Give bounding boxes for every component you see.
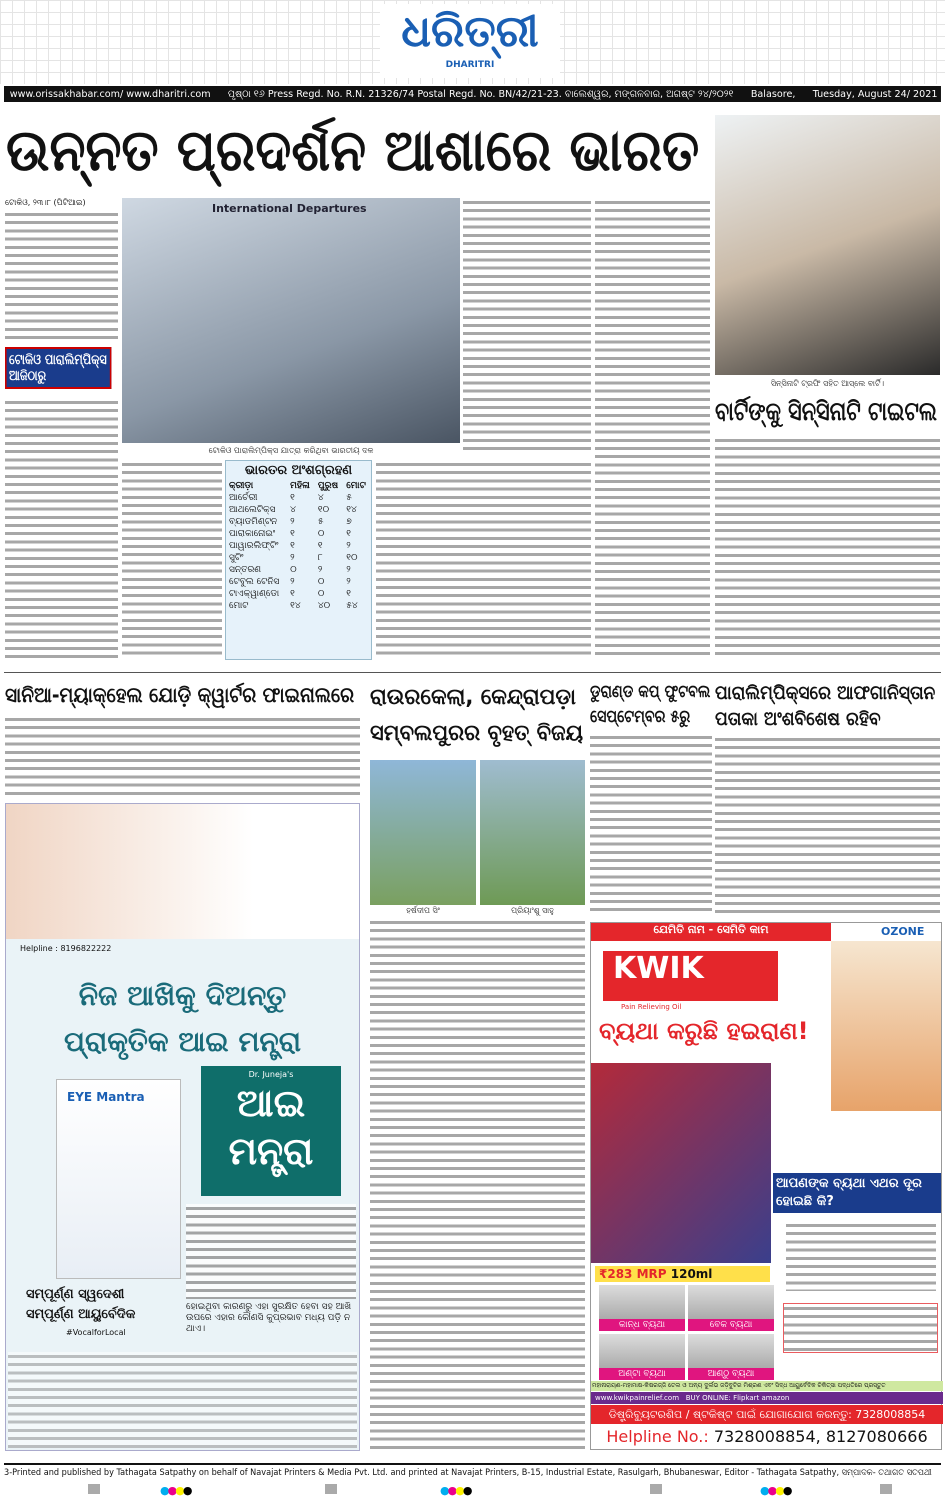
table-cell: ୧୦ xyxy=(317,505,330,515)
table-cell: ମୋଟ xyxy=(229,601,249,611)
pain-label: ଅଣ୍ଟା ବ୍ୟଥା xyxy=(599,1368,685,1380)
pain-tile xyxy=(599,1334,685,1380)
table-cell: ୫୪ xyxy=(346,601,358,611)
afghan-body xyxy=(715,735,940,915)
table-cell: ୨ xyxy=(290,553,295,563)
imprint: 3-Printed and published by Tathagata Satpathy on behalf of Navajat Printers & Media Pvt. Ltd. and printed at Navajat Printers, B-15, Industrial Estate, Rasulgarh, Bhubaneswar, Editor - Tathagata Satpathy, ସମ୍ପାଦକ- ତଥାଗତ ସତପଥୀ xyxy=(4,1468,932,1478)
product-image xyxy=(591,1063,771,1263)
pain-label: କାନ୍ଧ ବ୍ୟଥା xyxy=(599,1319,685,1331)
table-cell: ୨ xyxy=(317,565,323,575)
table-cell: ୦ xyxy=(317,529,325,539)
table-cell: ୦ xyxy=(290,565,297,575)
table-row xyxy=(226,564,371,576)
table-cell: ସନ୍ତରଣ xyxy=(229,565,262,575)
player-photo xyxy=(370,760,476,905)
table xyxy=(226,480,371,612)
barty-photo xyxy=(715,115,940,375)
table-cell: ୦ xyxy=(317,577,325,587)
table-cell: ୦ xyxy=(317,589,325,599)
online-bar: www.kwikpainrelief.com BUY ONLINE: Flipkart amazon xyxy=(591,1392,943,1404)
photo-caption: ଟୋକିଓ ପାରାଲିମ୍ପିକ୍ସ ଯାତ୍ରା କରିଥିବା ଭାରତୀୟ ଦଳ xyxy=(208,446,374,455)
barty-caption: ସିନ୍ସିନାଟି ଟ୍ରଫି ସହିତ ଆସ୍ଲେ ବାର୍ଟି। xyxy=(770,379,885,388)
lead-body xyxy=(376,460,591,660)
kwik-website-link[interactable]: www.kwikpainrelief.com xyxy=(595,1394,680,1402)
table-row xyxy=(226,540,371,552)
afghan-headline: ପାରାଲିମ୍ପିକ୍ସରେ ଆଫଗାନିସ୍ତାନ ପତାକା ଅଂଶବିଶେଷ ରହିବ xyxy=(715,682,936,730)
pain-label: ବେକ ବ୍ୟଥା xyxy=(688,1319,774,1331)
table-row xyxy=(226,504,371,516)
sania-body xyxy=(5,715,360,795)
model-photo xyxy=(831,941,941,1111)
team-photo: International Departures xyxy=(122,198,460,443)
distributor-list xyxy=(8,1352,357,1448)
table-cell: ୮ xyxy=(317,553,323,563)
table-cell: ଆର୍ଚେରୀ xyxy=(229,493,258,503)
info-bar xyxy=(4,86,941,102)
table-cell: ୧୦ xyxy=(346,553,358,563)
table-cell: ୧ xyxy=(290,541,295,551)
website: www.orissakhabar.com/ www.dharitri.com xyxy=(9,88,211,100)
table-cell: ୨ xyxy=(346,541,351,551)
lead-body xyxy=(595,198,710,660)
lead-body xyxy=(122,460,222,660)
table-cell: ୪ xyxy=(290,505,296,515)
player-caption: ପ୍ରିୟାଂଶୁ ସାହୁ xyxy=(511,906,554,915)
table-cell: ବ୍ୟାଡମିଣ୍ଟନ xyxy=(229,517,278,527)
table-cell: ୪ xyxy=(317,493,324,503)
divider xyxy=(4,672,941,673)
pain-label: ଆଣ୍ଠୁ ବ୍ୟଥା xyxy=(688,1368,774,1380)
city: Balasore, xyxy=(750,88,796,100)
table-cell: ୧ xyxy=(317,541,323,551)
registration-marks: ●●●● ●●●● ●●●● xyxy=(0,1484,945,1496)
lead-body xyxy=(5,210,118,343)
table-row xyxy=(226,576,371,588)
table-cell: ୧ xyxy=(290,493,295,503)
pain-tile xyxy=(599,1285,685,1331)
table-cell: ୧ xyxy=(290,529,295,539)
table-cell: ୧୪ xyxy=(290,601,301,611)
price-tag: ₹283 MRP 120ml xyxy=(595,1266,770,1282)
durand-body xyxy=(590,733,712,915)
table-cell: ପାରାକାନୋଇଂ xyxy=(229,529,276,539)
table-cell: ୨ xyxy=(346,565,351,575)
table-header: ପୁରୁଷ xyxy=(317,481,339,491)
ad-body xyxy=(786,1221,936,1291)
player-caption: ହର୍ଷଦୀପ ସିଂ xyxy=(406,906,440,915)
kwik-ad: ଯେମିତି ନାମ - ସେମିତି କାମ OZONE KWIK Pain Relieving Oil ବ୍ୟଥା କରୁଛି ହଇରାଣ! ₹283 MRP 120ml ଆପଣଙ୍କ ବ୍ୟଥା ଏଥର ଦୂର ହୋଇଛି କି? କାନ୍ଧ ବ୍ୟଥା ବେକ ବ୍ୟଥା ଅଣ୍ଟା ବ୍ୟଥା ଆଣ୍ଠୁ ବ୍ୟଥା ମହାନାରାୟଣ-ମହାମାଷ-କିଷରଜ୍ଜି ତେଲ ଓ ଅନ୍ୟ ଦୁର୍ଲଭ ଜଡ଼ିବୁଟିର ମିଶ୍ରଣ ଏବଂ ସିଦ୍ଧ ଆୟୁର୍ବେଦିକ ଚିକିତ୍ସା ପଦ୍ଧତିରେ ପ୍ରସ୍ତୁତ www.kwikpainrelief.com BUY ONLINE: Flipkart amazon ଡିଷ୍ଟ୍ରିବ୍ୟୁଟରଶିପ / ଷ୍ଟକିଷ୍ଟ ପାଇଁ ଯୋଗାଯୋଗ କରନ୍ତୁ: 7328008854 Helpline No.: 7328008854, 8127080666 xyxy=(590,922,942,1450)
sania-headline: ସାନିଆ-ମ୍ୟାକ୍‌ହେଲ ଯୋଡ଼ି କ୍ୱାର୍ଟର ଫାଇନାଲରେ xyxy=(5,683,355,707)
lead-headline: ଉନ୍ନତ ପ୍ରଦର୍ଶନ ଆଶାରେ ଭାରତ xyxy=(6,116,700,184)
table-cell: ୧୪ xyxy=(346,505,357,515)
table-cell: ଟେବୁଲ ଟେନିସ xyxy=(229,577,280,587)
table-row xyxy=(226,492,371,504)
table-cell: ୭ xyxy=(346,517,352,527)
table-cell: ୫ xyxy=(317,517,324,527)
table-row xyxy=(226,588,371,600)
barty-body xyxy=(715,436,940,660)
lead-body xyxy=(5,398,118,660)
table-cell: ୫ xyxy=(346,493,352,503)
table-row xyxy=(226,552,371,564)
masthead xyxy=(0,0,945,84)
table-cell: ୧ xyxy=(346,589,351,599)
logo: ଧରିତ୍ରୀ DHARITRI xyxy=(380,4,560,78)
lead-body xyxy=(463,198,591,453)
table-cell: ସୁଟିଂ xyxy=(229,553,244,563)
eye-image xyxy=(6,804,359,939)
table-cell: ୨ xyxy=(290,577,295,587)
eye-mantra-ad: Helpline : 8196822222 ନିଜ ଆଖିକୁ ଦିଅନ୍ତୁ ପ୍ରାକୃତିକ ଆଇ ମନ୍ତ୍ରା EYE Mantra Dr. Juneja's ଆଇ ମନ୍ତ୍ରା ସମ୍ପୂର୍ଣ୍ଣ ସ୍ୱଦେଶୀ ସମ୍ପୂର୍ଣ୍ଣ ଆୟୁର୍ବେଦିକ #VocalforLocal ହୋଇଥିବା କାରଣରୁ ଏହା ସୁରକ୍ଷିତ ହେବା ସହ ଆଖି ଉପରେ ଏହାର କୌଣସି କୁପ୍ରଭାବ ମଧ୍ୟ ପଡ଼ି ନ ଥାଏ। xyxy=(5,803,360,1451)
cricket-headline: ରାଉରକେଲା, କେନ୍ଦ୍ରାପଡ଼ା ସମ୍ବଲପୁରର ବୃହତ୍ ବିଜୟ xyxy=(370,685,584,746)
durand-headline: ଡୁରାଣ୍ଡ କପ୍ ଫୁଟବଲ ସେପ୍ଟେମ୍ବର ୫ରୁ xyxy=(590,682,711,727)
kwik-logo: KWIK xyxy=(603,951,778,1001)
table-cell: ୧ xyxy=(290,589,295,599)
brand-panel: Dr. Juneja's ଆଇ ମନ୍ତ୍ରା xyxy=(201,1066,341,1196)
table-cell: ୧ xyxy=(346,529,351,539)
participation-table: ଭାରତର ଅଂଶଗ୍ରହଣ କ୍ରୀଡ଼ା ମହିଳା ପୁରୁଷ ମୋଟ ଆର୍ଚେରୀ ୧ ୪ ୫ ଆଥଲେଟିକ୍ସ ୪ ୧୦ ୧୪ ବ୍ୟାଡମିଣ୍ଟନ ୨ ୫ ୭ ପାରାକାନୋଇଂ ୧ ୦ ୧ ପାୱାରଲିଫ୍ଟିଂ ୧ ୧ ୨ ସୁଟିଂ ୨ ୮ ୧୦ ସନ୍ତରଣ ୦ ୨ ୨ ଟେବୁଲ ଟେନିସ ୨ ୦ ୨ ଟାଏକ୍ୱାଣ୍ଡୋ ୧ ୦ ୧ ମୋଟ ୧୪ ୪୦ ୫୪ xyxy=(225,460,372,660)
pain-tile xyxy=(688,1334,774,1380)
table-row xyxy=(226,600,371,612)
product-box: EYE Mantra xyxy=(56,1079,181,1279)
table-cell: ଆଥଲେଟିକ୍ସ xyxy=(229,505,276,515)
table-row xyxy=(226,516,371,528)
table-row xyxy=(226,528,371,540)
sidebox-heading: ଟୋକିଓ ପାରାଲିମ୍ପିକ୍ସ ଆଜିଠାରୁ xyxy=(5,347,111,389)
table-cell: ଟାଏକ୍ୱାଣ୍ଡୋ xyxy=(229,589,280,599)
barty-headline: ବାର୍ଟିଙ୍କୁ ସିନ୍ସିନାଟି ଟାଇଟଲ xyxy=(715,397,937,427)
table-header: ମୋଟ xyxy=(346,481,366,491)
table-header: ମହିଳା xyxy=(290,481,310,491)
table-cell: ୪୦ xyxy=(317,601,331,611)
cricket-body xyxy=(370,918,585,1450)
table-cell: ୨ xyxy=(346,577,351,587)
registration: ପୃଷ୍ଠା ୧୬ Press Regd. No. R.N. 21326/74 Postal Regd. No. BN/42/21-23. ବାଲେଶ୍ୱର, ମଙ୍ଗଳବାର, ଅଗଷ୍ଟ ୨୪/୨୦୨୧ xyxy=(227,88,734,100)
ad-body xyxy=(186,1204,356,1299)
testimonial xyxy=(783,1303,938,1353)
table-cell: ୨ xyxy=(290,517,295,527)
helpline-row: Helpline No.: 7328008854, 8127080666 xyxy=(606,1427,928,1446)
divider xyxy=(4,1463,941,1465)
date: Tuesday, August 24/ 2021 xyxy=(812,88,938,100)
table-header: କ୍ରୀଡ଼ା xyxy=(229,481,254,491)
pain-tile xyxy=(688,1285,774,1331)
player-photo xyxy=(480,760,585,905)
table-cell: ପାୱାରଲିଫ୍ଟିଂ xyxy=(229,541,279,551)
dateline: ଟୋକିଓ, ୨୩।୮ (ପିଟିଆଇ) xyxy=(5,198,86,207)
